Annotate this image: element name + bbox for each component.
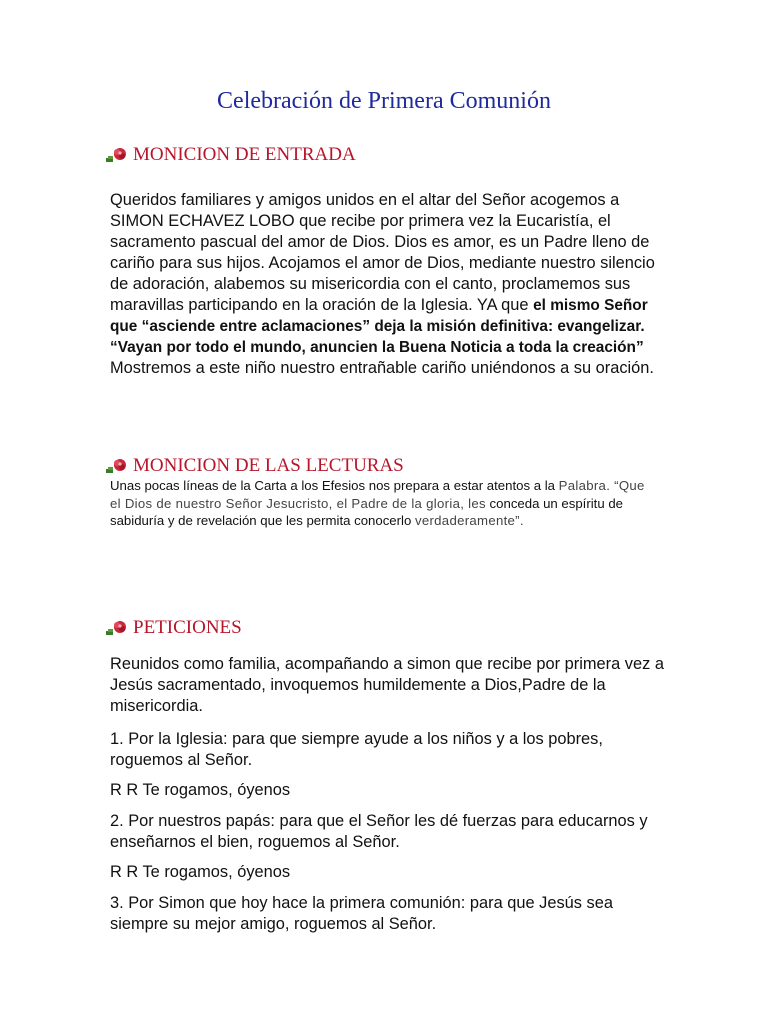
peticion-item: 1. Por la Iglesia: para que siempre ayude a los niños y a los pobres, roguemos al Señor. <box>110 730 603 769</box>
flower-icon <box>105 458 129 474</box>
section-heading-entrada <box>105 144 356 166</box>
peticion-item: 2. Por nuestros papás: para que el Señor les dé fuerzas para educarnos y enseñarnos el bien, roguemos al Señor. <box>110 812 648 851</box>
flower-icon <box>105 147 129 163</box>
section-heading-label: PETICIONES <box>133 617 242 638</box>
section-heading-peticiones <box>105 617 242 639</box>
section-heading-label: MONICION DE LAS LECTURAS <box>133 455 404 476</box>
section-heading-label: MONICION DE ENTRADA <box>133 144 356 165</box>
entrada-text-2: Mostremos a este niño nuestro entrañable cariño uniéndonos a su oración. <box>110 359 654 377</box>
lecturas-text-4: verdaderamente”. <box>414 513 524 528</box>
lecturas-text-2: Palabra. “Que el Dios de nuestro Señor Jesucristo, el Padre de la gloria, les <box>110 478 645 511</box>
section-heading-lecturas <box>105 455 404 477</box>
response-line: R R Te rogamos, óyenos <box>110 781 291 799</box>
response-line: R R Te rogamos, óyenos <box>110 863 291 881</box>
peticion-item: 3. Por Simon que hoy hace la primera comunión: para que Jesús sea siempre su mejor amigo, roguemos al Señor. <box>110 894 613 933</box>
page-title: Celebración de Primera Comunión <box>217 88 551 114</box>
lecturas-text-3: conceda un espíritu de sabiduría y de revelación que les permita conocerlo <box>110 495 623 528</box>
entrada-text-1: Queridos familiares y amigos unidos en el altar del Señor acogemos a SIMON ECHAVEZ LOBO que recibe por primera vez la Eucaristía, el sacramento pascual del amor de Dios. Dios es amor, es un Padre lleno de cariño para sus hijos. Acojamos el amor de Dios, mediante nuestro silencio de adoración, alabemos su misericordia con el canto, proclamemos sus maravillas participando en la oración de la Iglesia. YA que <box>110 191 655 314</box>
lecturas-text-1: Unas pocas líneas de la Carta a los Efesios nos prepara a estar atentos a la <box>110 478 559 493</box>
lecturas-paragraph <box>110 477 650 530</box>
flower-icon <box>105 620 129 636</box>
peticiones-intro: Reunidos como familia, acompañando a simon que recibe por primera vez a Jesús sacramentado, invoquemos humildemente a Dios,Padre de la misericordia. <box>110 655 664 715</box>
entrada-paragraph <box>110 190 670 379</box>
entrada-quote: el mismo Señor que “asciende entre aclamaciones” deja la misión definitiva: evangelizar. “Vayan por todo el mundo, anuncien la Buena Noticia a toda la creación” <box>110 297 648 356</box>
